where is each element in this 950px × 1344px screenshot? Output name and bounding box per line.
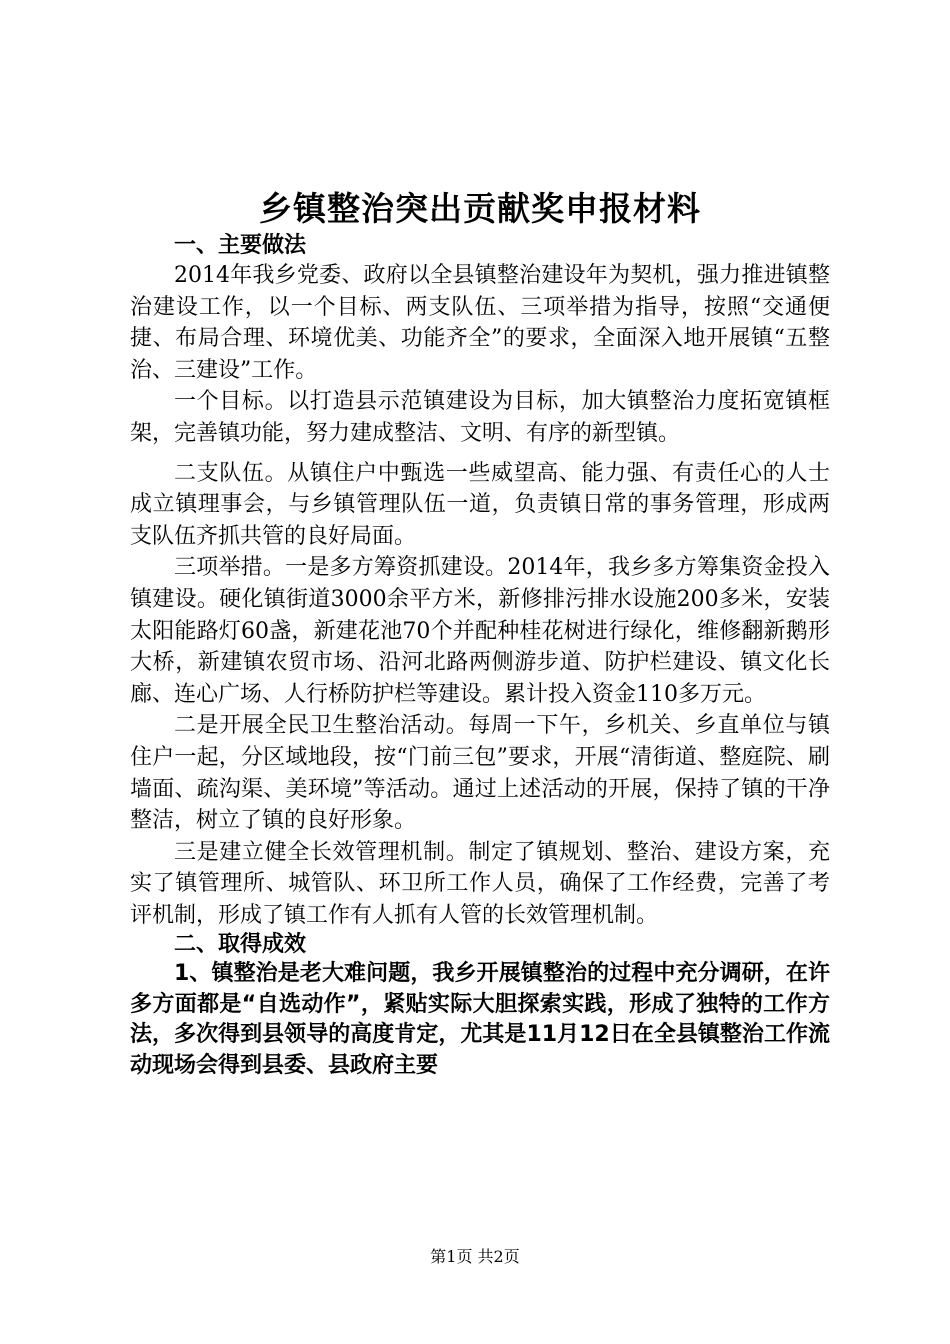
- paragraph-result-1: 1、镇整治是老大难问题，我乡开展镇整治的过程中充分调研，在许多方面都是“自选动作”，紧贴实际大胆探索实践，形成了独特的工作方法，多次得到县领导的高度肯定，尤其是11月12日在全县镇整治工作流动现场会得到县委、县政府主要: [130, 961, 830, 1078]
- paragraph-two-teams: 二支队伍。从镇住户中甄选一些威望高、能力强、有责任心的人士成立镇理事会，与乡镇管理队伍一道，负责镇日常的事务管理，形成两支队伍齐抓共管的良好局面。: [130, 460, 830, 549]
- section-heading-results: 二、取得成效: [174, 932, 307, 958]
- paragraph-intro: 2014年我乡党委、政府以全县镇整治建设年为契机，强力推进镇整治建设工作，以一个目标、两支队伍、三项举措为指导，按照“交通便捷、布局合理、环境优美、功能齐全”的要求，全面深入地开展镇“五整治、三建设”工作。: [130, 263, 830, 383]
- paragraph-mechanism: 三是建立健全长效管理机制。制定了镇规划、整治、建设方案，充实了镇管理所、城管队、环卫所工作人员，确保了工作经费，完善了考评机制，形成了镇工作有人抓有人管的长效管理机制。: [130, 839, 830, 928]
- document-body: [130, 186, 830, 1081]
- page-number-footer: 第1页 共2页: [430, 1247, 520, 1266]
- paragraph-three-measures: 三项举措。一是多方筹资抓建设。2014年，我乡多方筹集资金投入镇建设。硬化镇街道3000余平方米，新修排污排水设施200多米，安装太阳能路灯60盏，新建花池70个并配种桂花树进行绿化，维修翻新鹅形大桥，新建镇农贸市场、沿河北路两侧游步道、防护栏建设、镇文化长廊、连心广场、人行桥防护栏等建设。累计投入资金110多万元。: [130, 555, 830, 707]
- document-title: 乡镇整治突出贡献奖申报材料: [259, 189, 701, 228]
- paragraph-sanitation: 二是开展全民卫生整治活动。每周一下午，乡机关、乡直单位与镇住户一起，分区域地段，按“门前三包”要求，开展“清街道、整庭院、刷墙面、疏沟渠、美环境”等活动。通过上述活动的开展，保持了镇的干净整洁，树立了镇的良好形象。: [130, 713, 830, 834]
- paragraph-one-goal: 一个目标。以打造县示范镇建设为目标，加大镇整治力度拓宽镇框架，完善镇功能，努力建成整洁、文明、有序的新型镇。: [130, 389, 830, 446]
- section-heading-main-practices: 一、主要做法: [174, 233, 307, 258]
